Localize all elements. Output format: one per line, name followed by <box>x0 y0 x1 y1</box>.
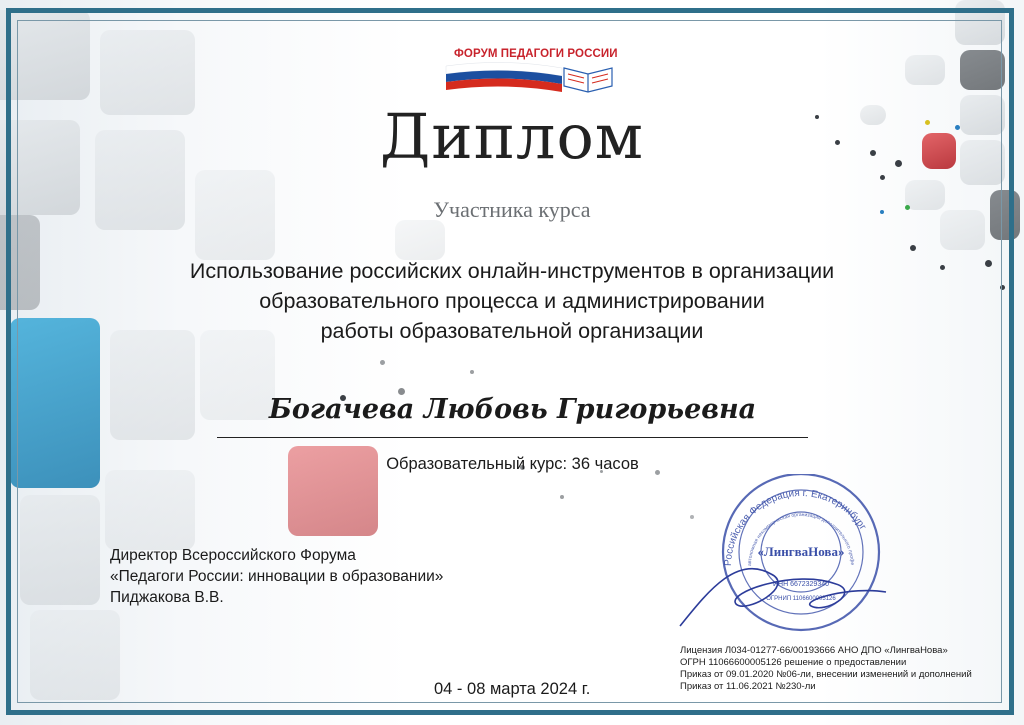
course-title <box>130 256 894 346</box>
name-underline <box>217 437 808 438</box>
stamp-inner-text: автономная некоммерческая организация дополнительного профе <box>746 511 856 567</box>
director-line: Директор Всероссийского Форума <box>110 547 356 564</box>
course-title-line: работы образовательной организации <box>320 319 704 343</box>
logo-flag-icon <box>444 44 620 96</box>
course-title-line: образовательного процесса и администрировании <box>259 289 765 313</box>
stamp-ogrn: ОГРНИП 1106600005126 <box>766 596 836 602</box>
license-line: Лицензия Л034-01277-66/00193666 АНО ДПО «ЛингваНова» <box>680 645 948 656</box>
participant-name: Богачева Любовь Григорьевна <box>268 394 757 425</box>
logo-text: ФОРУМ ПЕДАГОГИ РОССИИ <box>454 48 618 60</box>
course-dates: 04 - 08 марта 2024 г. <box>434 680 591 698</box>
organization-stamp <box>676 474 896 634</box>
director-block <box>110 545 443 608</box>
stamp-inn: ИНН 6672329340 <box>772 581 830 588</box>
course-hours: Образовательный курс: 36 часов <box>386 455 639 473</box>
license-block <box>680 645 972 693</box>
diploma-title: Диплом <box>380 100 644 173</box>
course-title-line: Использование российских онлайн-инструментов в организации <box>189 259 835 283</box>
director-name: Пиджакова В.В. <box>110 589 224 606</box>
stamp-center-text: «ЛингваНова» <box>757 544 845 559</box>
diploma-subtitle: Участника курса <box>433 197 591 222</box>
stamp-outer-text: Российская Федерация г. Екатеринбург <box>722 487 869 567</box>
license-line: ОГРН 11066600005126 решение о предоставлении <box>680 657 907 668</box>
license-line: Приказ от 11.06.2021 №230-ли <box>680 681 816 692</box>
director-line: «Педагоги России: инновации в образовании» <box>110 568 444 585</box>
forum-logo <box>444 44 620 96</box>
license-line: Приказ от 09.01.2020 №06-ли, внесении изменений и дополнений <box>680 669 972 680</box>
